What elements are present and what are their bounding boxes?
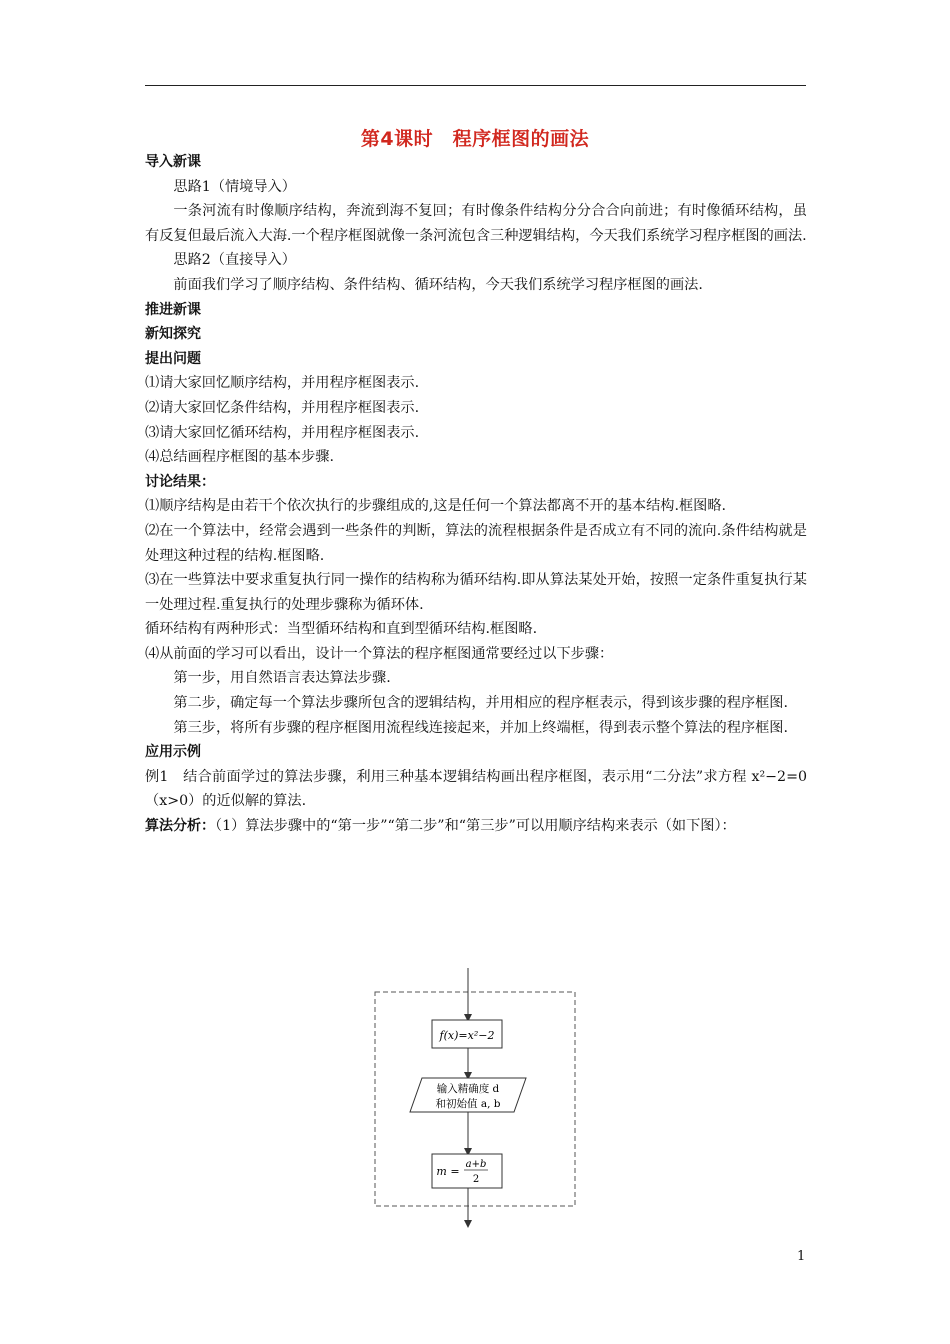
result-item: 循环结构有两种形式：当型循环结构和直到型循环结构.框图略. <box>145 621 538 638</box>
example-1: 例1 结合前面学过的算法步骤，利用三种基本逻辑结构画出程序框图，表示用“二分法”求方程 x²−2=0（x>0）的近似解的算法. <box>145 768 807 810</box>
midpoint-denominator: 2 <box>472 1174 480 1185</box>
step-item: 第三步，将所有步骤的程序框图用流程线连接起来，并加上终端框，得到表示整个算法的程序框图. <box>173 719 788 736</box>
result-item: ⑶在一些算法中要求重复执行同一操作的结构称为循环结构.即从算法某处开始，按照一定条件重复执行某一处理过程.重复执行的处理步骤称为循环体. <box>145 572 807 613</box>
result-item: ⑵在一个算法中，经常会遇到一些条件的判断，算法的流程根据条件是否成立有不同的流向.条件结构就是处理这种过程的结构.框图略. <box>145 522 807 564</box>
flowchart-diagram <box>360 966 590 1228</box>
step-item: 第二步，确定每一个算法步骤所包含的逻辑结构，并用相应的程序框表示，得到该步骤的程序框图. <box>173 695 788 712</box>
discussion-heading: 讨论结果： <box>145 473 215 490</box>
assignment-box-text: f(x)=x²−2 <box>439 1029 495 1042</box>
document-body <box>145 150 807 839</box>
questions-heading: 提出问题 <box>145 350 201 367</box>
idea2-text: 前面我们学习了顺序结构、条件结构、循环结构，今天我们系统学习程序框图的画法. <box>173 276 703 293</box>
explore-heading: 新知探究 <box>145 326 201 343</box>
question-item: ⑶请大家回忆循环结构，并用程序框图表示. <box>145 424 420 441</box>
idea1-label: 思路1（情境导入） <box>173 178 296 195</box>
midpoint-numerator: a+b <box>465 1159 487 1170</box>
question-item: ⑵请大家回忆条件结构，并用程序框图表示. <box>145 399 420 416</box>
midpoint-lhs: m = <box>436 1165 460 1178</box>
analysis-text: （1）算法步骤中的“第一步”“第二步”和“第三步”可以用顺序结构来表示（如下图）： <box>215 818 736 835</box>
step-item: 第一步，用自然语言表达算法步骤. <box>173 670 391 687</box>
analysis-label: 算法分析： <box>145 818 215 835</box>
analysis-paragraph <box>145 814 807 839</box>
question-item: ⑷总结画程序框图的基本步骤. <box>145 449 334 466</box>
result-item: ⑷从前面的学习可以看出，设计一个算法的程序框图通常要经过以下步骤： <box>145 645 614 662</box>
lesson-title: 第4课时 程序框图的画法 <box>360 128 590 150</box>
question-item: ⑴请大家回忆顺序结构，并用程序框图表示. <box>145 375 420 392</box>
example-heading: 应用示例 <box>145 744 201 761</box>
input-text-line2: 和初始值 a, b <box>435 1098 501 1110</box>
result-item: ⑴顺序结构是由若干个依次执行的步骤组成的,这是任何一个算法都离不开的基本结构.框图略. <box>145 498 727 515</box>
input-text-line1: 输入精确度 d <box>436 1083 500 1095</box>
page-number: 1 <box>797 1249 806 1264</box>
idea1-text: 一条河流有时像顺序结构，奔流到海不复回；有时像条件结构分分合合向前进；有时像循环结构，虽有反复但最后流入大海.一个程序框图就像一条河流包含三种逻辑结构，今天我们系统学习程序框图的画法. <box>145 203 807 244</box>
header-rule <box>145 85 806 86</box>
intro-heading: 导入新课 <box>145 154 201 170</box>
advance-heading: 推进新课 <box>145 301 201 318</box>
idea2-label: 思路2（直接导入） <box>173 252 296 269</box>
